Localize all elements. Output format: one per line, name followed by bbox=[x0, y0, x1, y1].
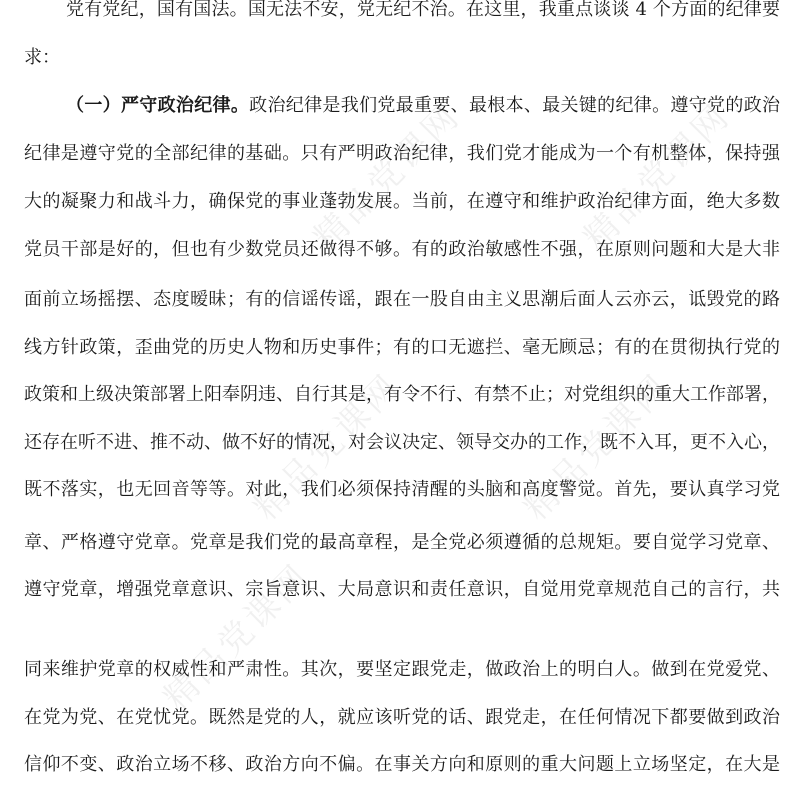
paragraph-line: 面前立场摇摆、态度暧昧；有的信谣传谣，跟在一股自由主义思潮后面人云亦云，诋毁党的路 bbox=[24, 289, 780, 310]
paragraph-text: 政治纪律是我们党最重要、最根本、最关键的纪律。遵守党的政治 bbox=[249, 95, 781, 116]
paragraph-line: 在党为党、在党忧党。既然是党的人，就应该听党的话、跟党走，在任何情况下都要做到政治 bbox=[24, 707, 780, 728]
section-heading-line bbox=[66, 94, 780, 118]
section-heading: （一）严守政治纪律。 bbox=[66, 95, 250, 116]
paragraph-line: 章、严格遵守党章。党章是我们党的最高章程，是全党必须遵循的总规矩。要自觉学习党章、 bbox=[24, 532, 780, 553]
watermark: 精品党课网 bbox=[156, 555, 319, 719]
paragraph-line: 线方针政策，歪曲党的历史人物和历史事件；有的口无遮拦、毫无顾忌；有的在贯彻执行党的 bbox=[24, 337, 780, 358]
paragraph-line: 求： bbox=[24, 47, 60, 68]
paragraph-line: 遵守党章，增强党章意识、宗旨意识、大局意识和责任意识，自觉用党章规范自己的言行，共 bbox=[24, 579, 780, 600]
watermark: 精品党课网 bbox=[306, 95, 469, 259]
paragraph-line: 纪律是遵守党的全部纪律的基础。只有严明政治纪律，我们党才能成为一个有机整体，保持强 bbox=[24, 143, 780, 164]
paragraph-line: 同来维护党章的权威性和严肃性。其次，要坚定跟党走，做政治上的明白人。做到在党爱党、 bbox=[24, 659, 780, 680]
paragraph-line: 党员干部是好的，但也有少数党员还做得不够。有的政治敏感性不强，在原则问题和大是大非 bbox=[24, 239, 780, 260]
paragraph-line: 党有党纪，国有国法。国无法不安，党无纪不治。在这里，我重点谈谈 4 个方面的纪律要 bbox=[66, 0, 780, 20]
paragraph-line: 既不落实，也无回音等等。对此，我们必须保持清醒的头脑和高度警觉。首先，要认真学习党 bbox=[24, 479, 780, 500]
watermark: 精品党课网 bbox=[516, 365, 679, 529]
paragraph-line: 还存在听不进、推不动、做不好的情况，对会议决定、领导交办的工作，既不入耳，更不入心， bbox=[24, 432, 780, 453]
watermark: 精品党课网 bbox=[246, 365, 409, 529]
paragraph-line: 政策和上级决策部署上阳奉阴违、自行其是，有令不行、有禁不止；对党组织的重大工作部署， bbox=[24, 384, 780, 405]
watermark: 精品党课网 bbox=[576, 95, 739, 259]
paragraph-line: 大的凝聚力和战斗力，确保党的事业蓬勃发展。当前，在遵守和维护政治纪律方面，绝大多数 bbox=[24, 191, 780, 212]
paragraph-line: 信仰不变、政治立场不移、政治方向不偏。在事关方向和原则的重大问题上立场坚定，在大是 bbox=[24, 754, 780, 775]
